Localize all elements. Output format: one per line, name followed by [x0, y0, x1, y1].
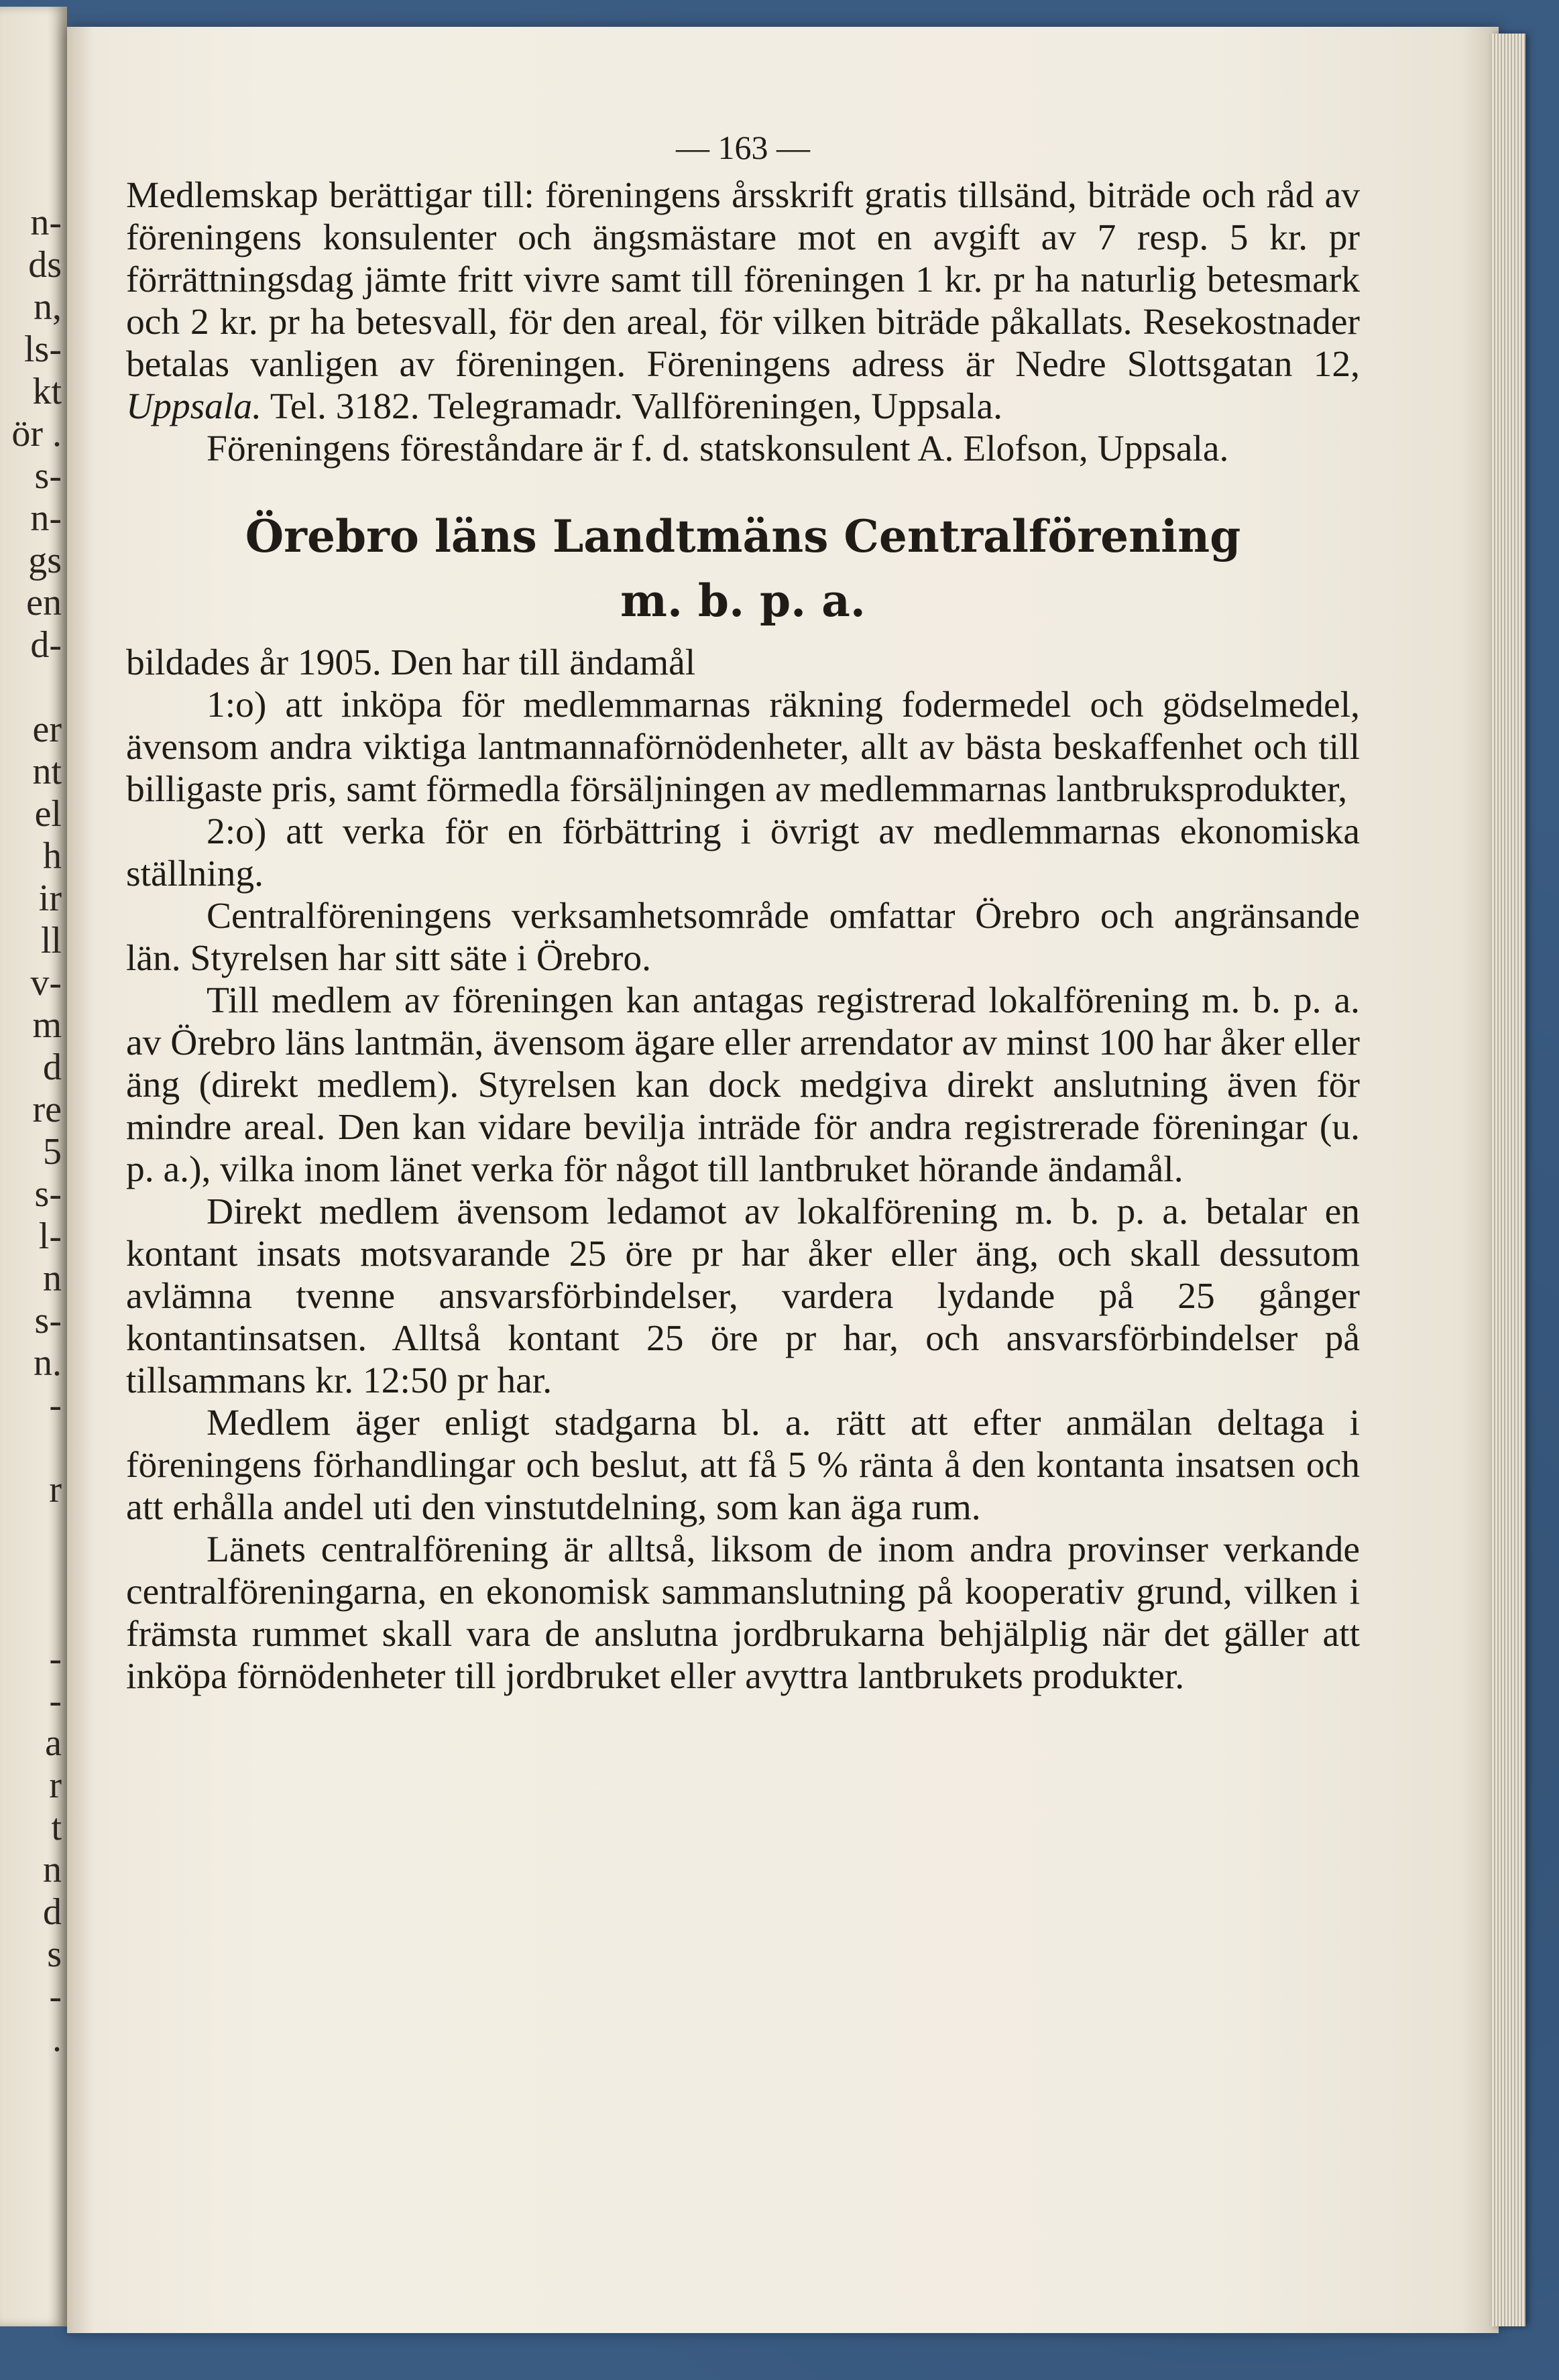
paragraph-purpose-2: 2:o) att verka för en förbättring i övrigt av medlemmarnas ekonomiska ställning.: [126, 811, 1360, 894]
previous-page-fragment: n: [43, 1849, 62, 1891]
previous-page-fragment: s: [47, 1933, 62, 1975]
previous-page-fragment: ls-: [24, 329, 62, 370]
paragraph-founded: bildades år 1905. Den har till ändamål: [126, 642, 696, 683]
previous-page-fragment: nt: [32, 751, 62, 792]
previous-page-fragment: d: [43, 1891, 62, 1933]
previous-page-fragment: n,: [34, 286, 62, 328]
previous-page-fragment: -: [49, 1680, 62, 1722]
city-italic: Uppsala.: [126, 386, 262, 427]
paragraph-payment: Direkt medlem ävensom ledamot av lokalförening m. b. p. a. betalar en kontant insats motsvarande 25 öre pr har åker eller äng, och skall dessutom avlämna tvenne ansvarsförbindelser, vardera lydande på 25 gånger kontantinsatsen. Alltså kontant 25 öre pr har, och ansvarsförbindelser på tillsammans kr. 12:50 pr har.: [126, 1191, 1360, 1401]
previous-page-fragment: s-: [34, 1173, 62, 1215]
previous-page-fragment: n-: [30, 497, 62, 539]
previous-page-fragment: ll: [40, 920, 62, 961]
paragraph-text: Tel. 3182. Telegramadr. Vallföreningen, Uppsala.: [270, 386, 1003, 427]
previous-page-fragment: s-: [34, 1300, 62, 1342]
paragraph-membership: [126, 174, 1360, 428]
previous-page-fragment: kt: [32, 371, 62, 412]
paragraph-manager: Föreningens föreståndare är f. d. statskonsulent A. Elofson, Uppsala.: [207, 428, 1229, 469]
previous-page-fragment: gs: [28, 540, 62, 581]
previous-page-fragment: ds: [28, 244, 62, 286]
previous-page-fragment: l-: [38, 1215, 62, 1257]
previous-page-fragment: r: [49, 1765, 62, 1806]
previous-page-fragment: -: [49, 1384, 62, 1426]
previous-page-fragment: er: [32, 709, 62, 750]
paragraph-purpose-1: 1:o) att inköpa för medlemmarnas räkning fodermedel och gödselmedel, ävensom andra viktiga lantmannaförnödenheter, allt av bästa beskaffenhet och till billigaste pris, samt förmedla försäljningen av medlemmarnas lantbruksprodukter,: [126, 685, 1360, 810]
previous-page-fragment: el: [34, 793, 62, 835]
previous-page-fragment: h: [43, 835, 62, 877]
previous-page-edge: [0, 7, 67, 2326]
previous-page-fragment: v-: [30, 962, 62, 1004]
paragraph-area: Centralföreningens verksamhetsområde omfattar Örebro och angränsande län. Styrelsen har sitt säte i Örebro.: [126, 896, 1360, 979]
paragraph-rights: Medlem äger enligt stadgarna bl. a. rätt att efter anmälan deltaga i föreningens förhandlingar och beslut, att få 5 % ränta å den kontanta insatsen och att erhålla andel uti den vinstutdelning, som kan äga rum.: [126, 1403, 1360, 1528]
previous-page-fragment: n-: [30, 202, 62, 243]
paragraph-summary: Länets centralförening är alltså, liksom de inom andra provinser verkande centralföreningarna, en ekonomisk sammanslutning på kooperativ grund, vilken i främsta rummet skall vara de anslutna jordbrukarna behjälplig när det gäller att inköpa förnödenheter till jordbruket eller avyttra lantbrukets produkter.: [126, 1529, 1360, 1697]
previous-page-fragment: ir: [38, 878, 62, 919]
previous-page-fragment: n.: [34, 1342, 62, 1384]
section-heading: Örebro läns Landtmäns Centralförening: [245, 510, 1241, 562]
paragraph-text: Medlemskap berättigar till: föreningens årsskrift gratis tillsänd, biträde och råd av föreningens konsulenter och ängsmästare mot en avgift av 7 resp. 5 kr. pr förrättningsdag jämte fritt vivre samt till föreningen 1 kr. pr ha naturlig betesmark och 2 kr. pr ha betesvall, för den areal, för vilken biträde påkallats. Resekostnader betalas vanligen av föreningen. Föreningens adress är Nedre Slottsgatan 12,: [126, 175, 1360, 385]
previous-page-fragment: .: [52, 2018, 62, 2060]
previous-page-fragment: -: [49, 1976, 62, 2017]
previous-page-fragment: ör .: [11, 413, 62, 455]
previous-page-fragment: r: [49, 1469, 62, 1510]
previous-page-fragment: en: [26, 582, 62, 623]
section-subheading: m. b. p. a.: [620, 575, 866, 627]
previous-page-fragment: d-: [30, 624, 62, 666]
page-stack-edge: [1492, 34, 1525, 2326]
page-number: — 163 —: [676, 129, 810, 166]
paragraph-membership-rules: Till medlem av föreningen kan antagas registrerad lokalförening m. b. p. a. av Örebro läns lantmän, ävensom ägare eller arrendator av minst 100 har åker eller äng (direkt medlem). Styrelsen kan dock medgiva direkt anslutning även för mindre areal. Den kan vidare bevilja inträde för andra registrerade föreningar (u. p. a.), vilka inom länet verka för något till lantbruket hörande ändamål.: [126, 980, 1360, 1190]
previous-page-fragment: -: [49, 1638, 62, 1679]
previous-page-fragment: t: [51, 1807, 62, 1848]
previous-page-fragment: a: [45, 1722, 62, 1764]
previous-page-fragment: n: [43, 1258, 62, 1299]
previous-page-fragment: re: [32, 1089, 62, 1130]
previous-page-fragment: s-: [34, 455, 62, 497]
previous-page-fragment: 5: [43, 1131, 62, 1173]
previous-page-fragment: m: [32, 1004, 62, 1046]
previous-page-fragment: d: [43, 1047, 62, 1088]
page-text: [126, 127, 1360, 1698]
